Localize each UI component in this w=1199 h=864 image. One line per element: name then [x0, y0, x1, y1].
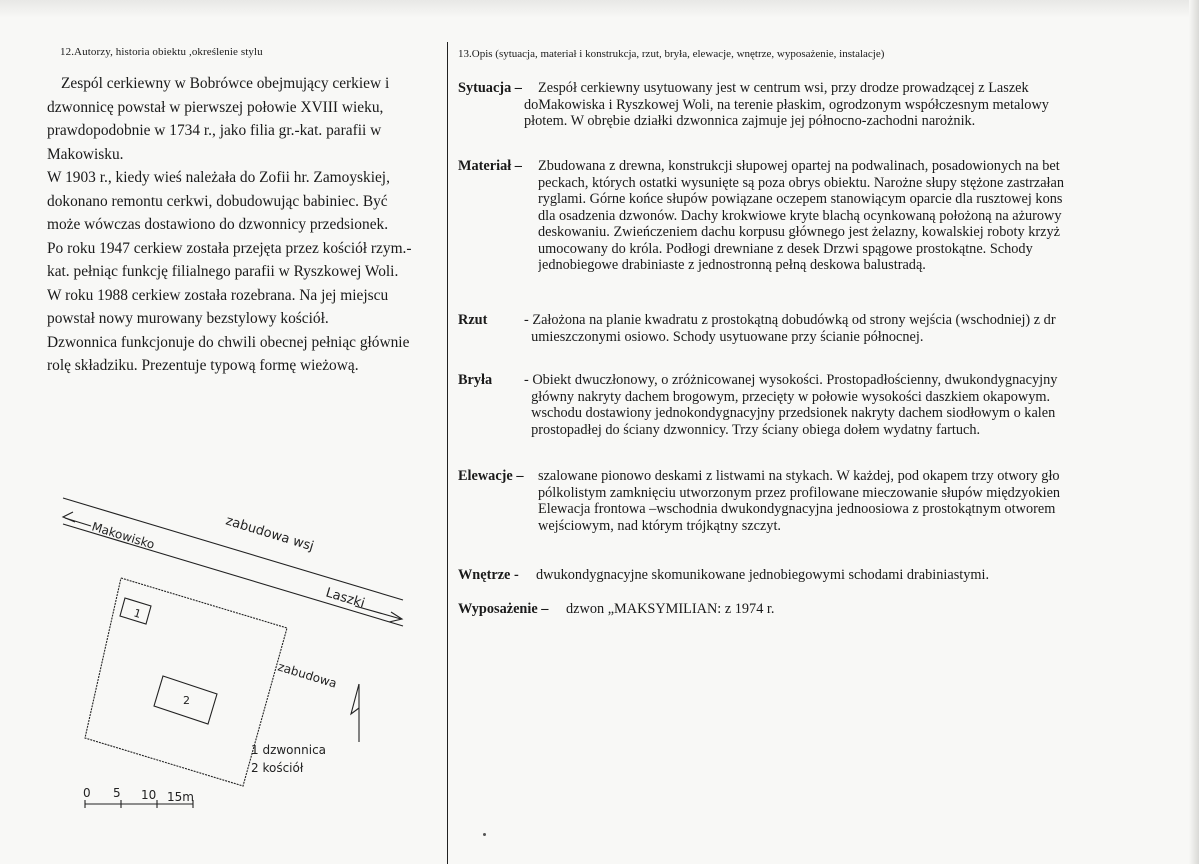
label-road: zabudowa wsj — [223, 513, 316, 555]
entry-line: prostopadłej do ściany dzwonnicy. Trzy ściany obiega dołem wydatny fartuch. — [524, 421, 981, 438]
entry-line: wejściowym, nad którym trójkątny szczyt. — [538, 517, 781, 534]
scan-edge-top — [0, 0, 1199, 18]
entry-line: ryglami. Górne końce słupów powiązane oczepem stanowiącym oparcie dla rusztowej kons — [538, 191, 1063, 207]
entry-body — [538, 468, 1198, 534]
entry-line: dwukondygnacyjne skomunikowane jednobiegowymi schodami drabiniastymi. — [536, 567, 990, 583]
history-line: dzwonnicę powstał w pierwszej połowie XVIII wieku, — [47, 98, 384, 116]
scale-label: 10 — [141, 788, 157, 802]
entry-body — [536, 567, 989, 584]
section-12-heading: 12.Autorzy, historia obiektu ,określenie stylu — [60, 46, 263, 58]
entry-line: peckach, których ostatki wysunięte są poza obrys obiektu. Narożne słupy stężone zastrzałan — [538, 174, 1065, 191]
legend-1: 1 dzwonnica — [251, 743, 327, 757]
entry-body — [538, 175, 1198, 274]
term-label: Elewacje – — [458, 468, 524, 484]
scale-label: 5 — [113, 786, 121, 800]
entry-line: główny nakryty dachem brogowym, przecięty w połowie wysokości daszkiem okapowym. — [524, 388, 1051, 405]
history-line: może wówczas dostawiono do dzwonnicy przedsionek. — [47, 216, 389, 233]
entry-line: - Założona na planie kwadratu z prostokątną dobudówką od strony wejścia (wschodniej) z dr — [524, 312, 1056, 328]
scale-label: 15m — [167, 790, 194, 804]
history-line: dokonano remontu cerkwi, dobudowując babiniec. Być — [47, 192, 388, 210]
history-line: powstał nowy murowany bezstylowy kościół. — [47, 310, 329, 327]
entry-body — [566, 601, 774, 618]
entry-line: - Obiekt dwuczłonowy, o zróżnicowanej wysokości. Prostopadłościenny, dwukondygnacyjny — [524, 372, 1058, 388]
entry-line: pólkolistym zamknięciu utworzonym przez profilowane mieczowanie słupów międzyokien — [538, 484, 1061, 501]
entry-line: Zbudowana z drewna, konstrukcji słupowej opartej na podwalinach, posadowionych na bet — [538, 158, 1060, 174]
entry-body — [538, 80, 1029, 97]
history-line: kat. pełniąc funkcję filialnego parafii w Ryszkowej Woli. — [47, 263, 399, 280]
site-plan-sketch — [55, 488, 425, 828]
label-makowisko: Makowisko — [90, 519, 157, 552]
entry-body — [524, 97, 1049, 130]
legend-2: 2 kościół — [251, 761, 304, 775]
entry-line: dzwon „MAKSYMILIAN: z 1974 r. — [566, 601, 775, 617]
road-line-upper — [63, 498, 403, 600]
history-line: W 1903 r., kiedy wieś należała do Zofii hr. Zamoyskiej, — [47, 169, 390, 186]
history-line: W roku 1988 cerkiew została rozebrana. Na jej miejscu — [47, 286, 389, 304]
term-label: Wnętrze - — [458, 567, 519, 583]
term-label: Sytuacja – — [458, 80, 522, 96]
history-text — [47, 72, 447, 378]
section-13-heading: 13.Opis (sytuacja, materiał i konstrukcja, rzut, bryła, elewacje, wnętrze, wyposażenie, instalacje) — [458, 48, 885, 60]
term-label: Wyposażenie – — [458, 601, 549, 617]
history-line: Zespól cerkiewny w Bobrówce obejmujący cerkiew i — [61, 75, 390, 92]
term-label: Materiał – — [458, 158, 522, 174]
entry-line: płotem. W obrębie działki dzwonnica zajmuje jej północno-zachodni narożnik. — [524, 113, 976, 129]
term-label: Bryła — [458, 372, 493, 388]
term-label: Rzut — [458, 312, 488, 328]
marker-2: 2 — [183, 694, 190, 707]
column-divider — [447, 42, 448, 864]
entry-body — [524, 312, 1198, 345]
north-arrow-head — [351, 684, 359, 714]
entry-line: umocowany do króla. Podłogi drewniane z desek Drzwi spągowe prostokątne. Schody — [538, 240, 1033, 257]
entry-line: szalowane pionowo deskami z listwami na stykach. W każdej, pod okapem trzy otwory gło — [538, 468, 1060, 484]
entry-line: umieszczonymi osiowo. Schody usytuowane przy ścianie północnej. — [524, 328, 924, 345]
scan-dot — [483, 833, 486, 836]
entry-line: deskowaniu. Zwieńczeniem dachu korpusu głównego jest żelazny, kowalskiej roboty krzyż — [538, 224, 1060, 240]
history-line: Makowisku. — [47, 145, 124, 163]
entry-line: doMakowiska i Ryszkowej Woli, na terenie płaskim, ogrodzonym współczesnym metalowy — [524, 96, 1049, 113]
site-plan-svg — [55, 488, 425, 828]
entry-line: wschodu dostawiony jednokondygnacyjny przedsionek nakryty dachem siodłowym o kalen — [524, 405, 1056, 421]
scale-label: 0 — [83, 786, 91, 800]
history-line: Dzwonnica funkcjonuje do chwili obecnej pełniąc głównie — [47, 333, 410, 351]
history-line: rolę składziku. Prezentuje typową formę wieżową. — [47, 357, 359, 374]
label-laszki: Laszki — [323, 585, 367, 612]
entry-body — [538, 158, 1060, 175]
entry-line: dla osadzenia dzwonów. Dachy krokwiowe kryte blachą ocynkowaną położoną na ażurowy — [538, 207, 1062, 224]
marker-1: 1 — [132, 606, 143, 621]
entry-line: jednobiegowe drabiniaste z jednostronną pełną deskowa balustradą. — [538, 257, 926, 273]
history-line: prawdopodobnie w 1734 r., jako filia gr.-kat. parafii w — [47, 122, 382, 139]
history-line: Po roku 1947 cerkiew została przejęta przez kościół rzym.- — [47, 239, 412, 257]
label-zabudowa: zabudowa — [276, 659, 339, 691]
entry-line: Zespół cerkiewny usytuowany jest w centrum wsi, przy drodze prowadzącej z Laszek — [538, 80, 1029, 96]
entry-line: Elewacja frontowa –wschodnia dwukondygnacyjna jednoosiowa z prostokątnym otworem — [538, 501, 1056, 517]
entry-body — [524, 372, 1198, 438]
